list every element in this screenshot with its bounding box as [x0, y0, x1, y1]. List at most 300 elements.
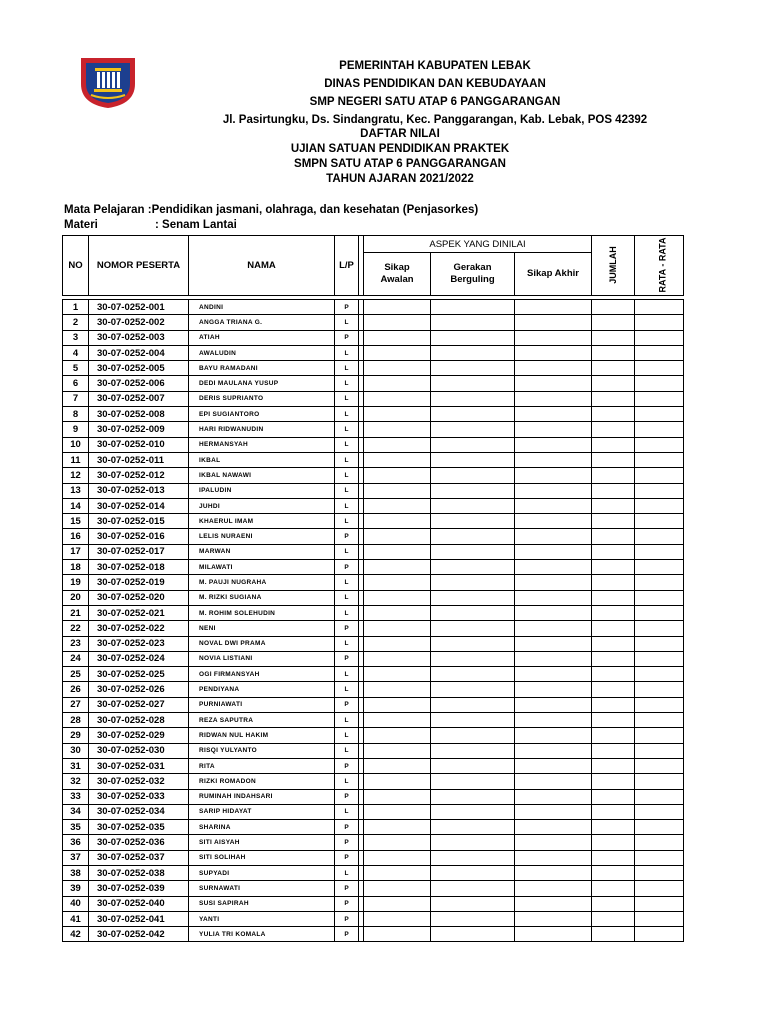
score-jumlah — [592, 697, 635, 712]
score-gerakan-berguling — [431, 361, 515, 376]
score-sikap-awalan — [364, 315, 431, 330]
score-sikap-akhir — [515, 667, 592, 682]
score-gerakan-berguling — [431, 391, 515, 406]
score-rata-rata — [635, 361, 684, 376]
table-row — [63, 774, 684, 789]
row-lp: L — [335, 514, 359, 529]
score-rata-rata — [635, 345, 684, 360]
row-no: 15 — [63, 514, 89, 529]
score-sikap-awalan — [364, 391, 431, 406]
score-jumlah — [592, 621, 635, 636]
score-sikap-awalan — [364, 437, 431, 452]
row-nama: HERMANSYAH — [189, 437, 335, 452]
row-lp: P — [335, 621, 359, 636]
table-row — [63, 911, 684, 926]
table-row — [63, 437, 684, 452]
score-sikap-akhir — [515, 361, 592, 376]
row-no: 26 — [63, 682, 89, 697]
score-rata-rata — [635, 452, 684, 467]
row-lp: P — [335, 896, 359, 911]
score-rata-rata — [635, 498, 684, 513]
score-sikap-awalan — [364, 667, 431, 682]
score-gerakan-berguling — [431, 330, 515, 345]
table-row — [63, 345, 684, 360]
row-lp: L — [335, 422, 359, 437]
row-nama: PENDIYANA — [189, 682, 335, 697]
row-no: 18 — [63, 560, 89, 575]
row-nomor-peserta: 30-07-0252-035 — [89, 820, 189, 835]
row-nama: ANGGA TRIANA G. — [189, 315, 335, 330]
table-row — [63, 498, 684, 513]
row-no: 37 — [63, 850, 89, 865]
row-lp: L — [335, 682, 359, 697]
score-gerakan-berguling — [431, 621, 515, 636]
row-lp: L — [335, 605, 359, 620]
row-nama: M. RIZKI SUGIANA — [189, 590, 335, 605]
row-lp: L — [335, 498, 359, 513]
table-row — [63, 391, 684, 406]
score-rata-rata — [635, 713, 684, 728]
row-lp: L — [335, 483, 359, 498]
score-rata-rata — [635, 437, 684, 452]
table-row — [63, 560, 684, 575]
row-nama: RISQI YULYANTO — [189, 743, 335, 758]
row-nomor-peserta: 30-07-0252-019 — [89, 575, 189, 590]
row-no: 36 — [63, 835, 89, 850]
row-lp: L — [335, 468, 359, 483]
row-nama: SITI AISYAH — [189, 835, 335, 850]
score-rata-rata — [635, 300, 684, 315]
row-nomor-peserta: 30-07-0252-036 — [89, 835, 189, 850]
row-no: 24 — [63, 651, 89, 666]
school-logo — [77, 54, 139, 110]
score-jumlah — [592, 315, 635, 330]
row-no: 17 — [63, 544, 89, 559]
table-row — [63, 422, 684, 437]
row-nama: SUPYADI — [189, 865, 335, 880]
score-gerakan-berguling — [431, 452, 515, 467]
row-nama: PURNIAWATI — [189, 697, 335, 712]
row-nomor-peserta: 30-07-0252-003 — [89, 330, 189, 345]
row-no: 14 — [63, 498, 89, 513]
row-no: 16 — [63, 529, 89, 544]
school-year: TAHUN AJARAN 2021/2022 — [326, 173, 474, 185]
table-row — [63, 407, 684, 422]
table-row — [63, 468, 684, 483]
score-sikap-akhir — [515, 850, 592, 865]
row-no: 23 — [63, 636, 89, 651]
score-jumlah — [592, 789, 635, 804]
score-rata-rata — [635, 789, 684, 804]
row-nama: OGI FIRMANSYAH — [189, 667, 335, 682]
score-jumlah — [592, 896, 635, 911]
row-nomor-peserta: 30-07-0252-020 — [89, 590, 189, 605]
materi-line — [64, 219, 237, 231]
score-sikap-awalan — [364, 743, 431, 758]
row-no: 11 — [63, 452, 89, 467]
row-nama: IPALUDIN — [189, 483, 335, 498]
score-gerakan-berguling — [431, 881, 515, 896]
score-gerakan-berguling — [431, 483, 515, 498]
score-sikap-awalan — [364, 452, 431, 467]
score-rata-rata — [635, 850, 684, 865]
row-nomor-peserta: 30-07-0252-002 — [89, 315, 189, 330]
row-nama: MARWAN — [189, 544, 335, 559]
score-sikap-akhir — [515, 544, 592, 559]
score-jumlah — [592, 850, 635, 865]
row-no: 33 — [63, 789, 89, 804]
row-nama: RIZKI ROMADON — [189, 774, 335, 789]
row-nomor-peserta: 30-07-0252-032 — [89, 774, 189, 789]
score-sikap-awalan — [364, 911, 431, 926]
row-nama: SURNAWATI — [189, 881, 335, 896]
table-row — [63, 651, 684, 666]
score-rata-rata — [635, 758, 684, 773]
row-nomor-peserta: 30-07-0252-030 — [89, 743, 189, 758]
score-rata-rata — [635, 865, 684, 880]
score-jumlah — [592, 498, 635, 513]
row-lp: P — [335, 300, 359, 315]
score-sikap-awalan — [364, 835, 431, 850]
header-lp: L/P — [335, 236, 359, 296]
score-sikap-awalan — [364, 789, 431, 804]
score-rata-rata — [635, 605, 684, 620]
letterhead — [150, 57, 720, 129]
row-no: 13 — [63, 483, 89, 498]
row-nama: ANDINI — [189, 300, 335, 315]
score-jumlah — [592, 804, 635, 819]
row-nama: NOVIA LISTIANI — [189, 651, 335, 666]
score-rata-rata — [635, 529, 684, 544]
score-rata-rata — [635, 376, 684, 391]
score-jumlah — [592, 407, 635, 422]
table-row — [63, 315, 684, 330]
table-row — [63, 697, 684, 712]
score-gerakan-berguling — [431, 407, 515, 422]
score-sikap-awalan — [364, 651, 431, 666]
row-nama: LELIS NURAENI — [189, 529, 335, 544]
score-jumlah — [592, 361, 635, 376]
title: DAFTAR NILAI — [360, 128, 440, 140]
row-nama: YULIA TRI KOMALA — [189, 927, 335, 942]
score-gerakan-berguling — [431, 911, 515, 926]
score-sikap-awalan — [364, 896, 431, 911]
score-sikap-awalan — [364, 422, 431, 437]
score-rata-rata — [635, 820, 684, 835]
score-gerakan-berguling — [431, 850, 515, 865]
row-no: 7 — [63, 391, 89, 406]
score-jumlah — [592, 529, 635, 544]
score-sikap-akhir — [515, 713, 592, 728]
score-rata-rata — [635, 651, 684, 666]
row-lp: L — [335, 743, 359, 758]
header-rata-rata: RATA - RATA — [635, 236, 684, 296]
score-sikap-akhir — [515, 437, 592, 452]
row-nomor-peserta: 30-07-0252-006 — [89, 376, 189, 391]
score-sikap-akhir — [515, 651, 592, 666]
score-jumlah — [592, 820, 635, 835]
table-row — [63, 881, 684, 896]
score-jumlah — [592, 376, 635, 391]
row-no: 1 — [63, 300, 89, 315]
score-jumlah — [592, 590, 635, 605]
row-no: 35 — [63, 820, 89, 835]
header-gerakan-berguling: Gerakan Berguling — [431, 253, 515, 296]
score-rata-rata — [635, 835, 684, 850]
letterhead-address: Jl. Pasirtungku, Ds. Sindangratu, Kec. Panggarangan, Kab. Lebak, POS 42392 — [222, 114, 648, 126]
row-no: 22 — [63, 621, 89, 636]
row-no: 40 — [63, 896, 89, 911]
score-gerakan-berguling — [431, 498, 515, 513]
score-jumlah — [592, 544, 635, 559]
row-no: 20 — [63, 590, 89, 605]
score-gerakan-berguling — [431, 835, 515, 850]
score-sikap-awalan — [364, 636, 431, 651]
header-aspek: ASPEK YANG DINILAI — [364, 236, 592, 253]
row-lp: L — [335, 636, 359, 651]
row-nomor-peserta: 30-07-0252-008 — [89, 407, 189, 422]
row-no: 19 — [63, 575, 89, 590]
score-jumlah — [592, 330, 635, 345]
score-sikap-akhir — [515, 911, 592, 926]
row-nama: HARI RIDWANUDIN — [189, 422, 335, 437]
row-lp: P — [335, 850, 359, 865]
score-sikap-awalan — [364, 407, 431, 422]
score-sikap-akhir — [515, 315, 592, 330]
score-jumlah — [592, 911, 635, 926]
row-nomor-peserta: 30-07-0252-017 — [89, 544, 189, 559]
score-sikap-akhir — [515, 789, 592, 804]
score-jumlah — [592, 758, 635, 773]
score-jumlah — [592, 345, 635, 360]
table-row — [63, 927, 684, 942]
row-nama: SITI SOLIHAH — [189, 850, 335, 865]
table-row — [63, 850, 684, 865]
row-nomor-peserta: 30-07-0252-016 — [89, 529, 189, 544]
score-sikap-akhir — [515, 407, 592, 422]
score-rata-rata — [635, 697, 684, 712]
subject-label: Mata Pelajaran : — [64, 204, 152, 216]
score-sikap-akhir — [515, 743, 592, 758]
row-lp: L — [335, 544, 359, 559]
score-jumlah — [592, 391, 635, 406]
score-jumlah — [592, 835, 635, 850]
row-nomor-peserta: 30-07-0252-021 — [89, 605, 189, 620]
row-lp: P — [335, 330, 359, 345]
table-row — [63, 789, 684, 804]
row-nomor-peserta: 30-07-0252-034 — [89, 804, 189, 819]
table-row — [63, 743, 684, 758]
score-sikap-akhir — [515, 590, 592, 605]
row-no: 29 — [63, 728, 89, 743]
header-jumlah: JUMLAH — [592, 236, 635, 296]
row-no: 30 — [63, 743, 89, 758]
row-nama: RUMINAH INDAHSARI — [189, 789, 335, 804]
materi-value: : Senam Lantai — [155, 219, 237, 231]
subject-value: Pendidikan jasmani, olahraga, dan kesehatan (Penjasorkes) — [151, 204, 479, 216]
row-no: 34 — [63, 804, 89, 819]
score-sikap-akhir — [515, 498, 592, 513]
row-nama: AWALUDIN — [189, 345, 335, 360]
subtitle: UJIAN SATUAN PENDIDIKAN PRAKTEK — [290, 143, 510, 155]
row-nomor-peserta: 30-07-0252-022 — [89, 621, 189, 636]
score-gerakan-berguling — [431, 636, 515, 651]
score-sikap-awalan — [364, 820, 431, 835]
row-nama: ATIAH — [189, 330, 335, 345]
row-nama: DEDI MAULANA YUSUP — [189, 376, 335, 391]
score-rata-rata — [635, 911, 684, 926]
score-sikap-akhir — [515, 621, 592, 636]
table-row — [63, 361, 684, 376]
row-nomor-peserta: 30-07-0252-015 — [89, 514, 189, 529]
row-nama: JUHDI — [189, 498, 335, 513]
score-jumlah — [592, 575, 635, 590]
row-nomor-peserta: 30-07-0252-037 — [89, 850, 189, 865]
letterhead-line: DINAS PENDIDIKAN DAN KEBUDAYAAN — [324, 78, 546, 90]
score-sikap-awalan — [364, 682, 431, 697]
score-sikap-akhir — [515, 560, 592, 575]
score-gerakan-berguling — [431, 575, 515, 590]
grade-table — [62, 235, 684, 942]
row-nama: DERIS SUPRIANTO — [189, 391, 335, 406]
header-no: NO — [63, 236, 89, 296]
score-gerakan-berguling — [431, 728, 515, 743]
row-lp: L — [335, 437, 359, 452]
row-nama: REZA SAPUTRA — [189, 713, 335, 728]
row-nama: BAYU RAMADANI — [189, 361, 335, 376]
score-rata-rata — [635, 896, 684, 911]
score-rata-rata — [635, 544, 684, 559]
score-rata-rata — [635, 743, 684, 758]
table-row — [63, 483, 684, 498]
score-rata-rata — [635, 881, 684, 896]
table-row — [63, 575, 684, 590]
score-sikap-akhir — [515, 452, 592, 467]
row-nama: SHARINA — [189, 820, 335, 835]
table-row — [63, 376, 684, 391]
table-row — [63, 820, 684, 835]
score-jumlah — [592, 713, 635, 728]
row-nomor-peserta: 30-07-0252-028 — [89, 713, 189, 728]
table-row — [63, 758, 684, 773]
row-nomor-peserta: 30-07-0252-004 — [89, 345, 189, 360]
score-sikap-awalan — [364, 544, 431, 559]
subtitle: SMPN SATU ATAP 6 PANGGARANGAN — [294, 158, 506, 170]
row-no: 3 — [63, 330, 89, 345]
score-sikap-akhir — [515, 636, 592, 651]
score-gerakan-berguling — [431, 651, 515, 666]
row-nomor-peserta: 30-07-0252-009 — [89, 422, 189, 437]
score-sikap-awalan — [364, 376, 431, 391]
score-jumlah — [592, 774, 635, 789]
score-gerakan-berguling — [431, 758, 515, 773]
row-lp: L — [335, 575, 359, 590]
row-no: 28 — [63, 713, 89, 728]
row-lp: L — [335, 345, 359, 360]
table-row — [63, 330, 684, 345]
score-sikap-awalan — [364, 330, 431, 345]
row-nomor-peserta: 30-07-0252-038 — [89, 865, 189, 880]
score-sikap-akhir — [515, 927, 592, 942]
row-no: 6 — [63, 376, 89, 391]
row-lp: L — [335, 361, 359, 376]
score-sikap-akhir — [515, 758, 592, 773]
score-sikap-akhir — [515, 391, 592, 406]
score-sikap-akhir — [515, 514, 592, 529]
score-rata-rata — [635, 667, 684, 682]
score-sikap-akhir — [515, 697, 592, 712]
row-nomor-peserta: 30-07-0252-041 — [89, 911, 189, 926]
table-row — [63, 529, 684, 544]
score-gerakan-berguling — [431, 590, 515, 605]
score-sikap-awalan — [364, 865, 431, 880]
score-gerakan-berguling — [431, 682, 515, 697]
score-gerakan-berguling — [431, 422, 515, 437]
score-sikap-awalan — [364, 927, 431, 942]
table-row — [63, 865, 684, 880]
score-gerakan-berguling — [431, 865, 515, 880]
row-nomor-peserta: 30-07-0252-007 — [89, 391, 189, 406]
row-no: 9 — [63, 422, 89, 437]
row-lp: L — [335, 452, 359, 467]
score-sikap-akhir — [515, 865, 592, 880]
score-gerakan-berguling — [431, 544, 515, 559]
row-nama: SUSI SAPIRAH — [189, 896, 335, 911]
score-gerakan-berguling — [431, 667, 515, 682]
score-jumlah — [592, 468, 635, 483]
score-jumlah — [592, 300, 635, 315]
row-lp: P — [335, 529, 359, 544]
score-jumlah — [592, 667, 635, 682]
row-nama: EPI SUGIANTORO — [189, 407, 335, 422]
score-rata-rata — [635, 728, 684, 743]
score-sikap-akhir — [515, 376, 592, 391]
row-lp: L — [335, 713, 359, 728]
score-sikap-awalan — [364, 728, 431, 743]
score-jumlah — [592, 743, 635, 758]
score-gerakan-berguling — [431, 804, 515, 819]
score-sikap-awalan — [364, 300, 431, 315]
score-sikap-awalan — [364, 361, 431, 376]
score-rata-rata — [635, 483, 684, 498]
score-sikap-akhir — [515, 820, 592, 835]
row-no: 42 — [63, 927, 89, 942]
score-jumlah — [592, 560, 635, 575]
score-gerakan-berguling — [431, 927, 515, 942]
row-nomor-peserta: 30-07-0252-033 — [89, 789, 189, 804]
row-nomor-peserta: 30-07-0252-005 — [89, 361, 189, 376]
row-lp: P — [335, 758, 359, 773]
table-row — [63, 804, 684, 819]
row-lp: L — [335, 728, 359, 743]
row-nomor-peserta: 30-07-0252-025 — [89, 667, 189, 682]
row-lp: L — [335, 376, 359, 391]
score-gerakan-berguling — [431, 774, 515, 789]
row-nama: YANTI — [189, 911, 335, 926]
score-rata-rata — [635, 407, 684, 422]
row-no: 31 — [63, 758, 89, 773]
score-sikap-awalan — [364, 514, 431, 529]
score-sikap-awalan — [364, 468, 431, 483]
table-row — [63, 667, 684, 682]
table-row — [63, 605, 684, 620]
row-no: 8 — [63, 407, 89, 422]
score-sikap-akhir — [515, 881, 592, 896]
row-nomor-peserta: 30-07-0252-031 — [89, 758, 189, 773]
row-nama: MILAWATI — [189, 560, 335, 575]
score-jumlah — [592, 514, 635, 529]
row-lp: L — [335, 590, 359, 605]
